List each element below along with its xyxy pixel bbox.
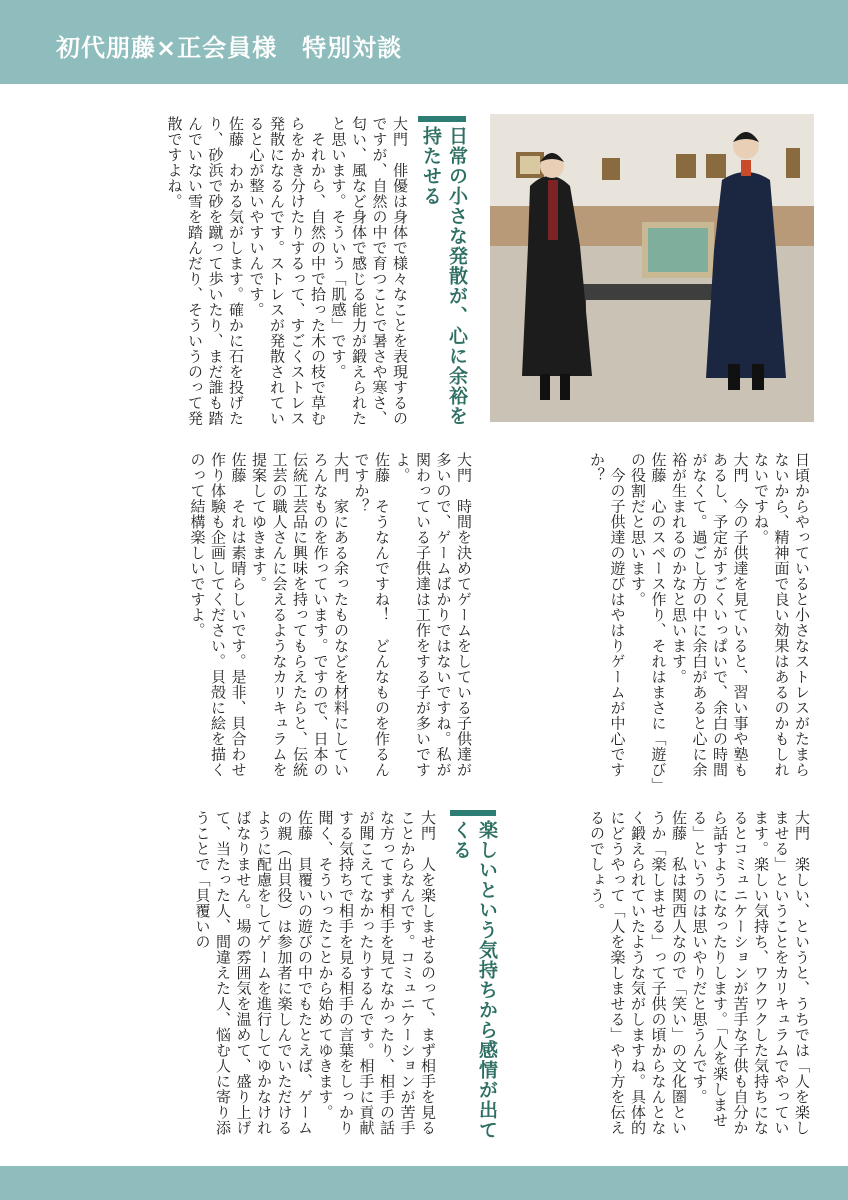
photo-illustration — [490, 114, 814, 422]
paragraph: 佐藤 心のスペース作り、それはまさに「遊び」の役割だと思います。 — [629, 452, 668, 786]
paragraph: 佐藤 そうなんですね！ どんなものを作るんですか？ — [352, 452, 391, 778]
paragraph: 佐藤 わかる気がします。確かに石を投げたり、砂浜で砂を蹴って歩いたり、まだ誰も踏んでいない雪を踏んだり、そういうのって発散ですよね。 — [165, 116, 245, 426]
paragraph: それから、自然の中で拾った木の枝で草むらをかき分けたりするって、すごくストレス発散になるんです。ストレスが発散されていると心が整いやすいんです。 — [247, 116, 327, 426]
paragraph: 佐藤 それは素晴らしいです。是非、貝合わせ作り体験も企画してください。貝殻に絵を描くのって結構楽しいですよ。 — [188, 452, 248, 778]
paragraph: 大門 家にある余ったものなどを材料にしていろんなものを作っています。ですので、日本の伝統工芸品に興味を持ってもらえたらと、伝統工芸の職人さんに会えるようなカリキュラムを提案してゆきます。 — [250, 452, 350, 778]
paragraph: 佐藤 貝覆いの遊びの中でもたとえば、ゲームの親（出貝役）は参加者に楽しんでいただけるように配慮をしてゲームを進行してゆかなければなりません。場の雰囲気を温めて、盛り上げて、当たった人、間違えた人、悩む人に寄り添うことで「貝覆いの — [193, 810, 314, 1136]
article-column-middle-left — [54, 452, 474, 792]
paragraph: 大門 今の子供達を見ていると、習い事や塾もあるし、予定がすごくいっぱいで、余白の時間がなくて。過ごし方の中に余白があると心に余裕が生まれるのかなと思います。 — [670, 452, 750, 778]
paragraph: 大門 俳優は身体で様々なことを表現するのですが、自然の中で育つことで暑さや寒さ、匂い、風など身体で感じる能力が鍛えられたと思います。そういう「肌感」です。 — [329, 116, 409, 426]
page-title: 初代朋藤×正会員様 特別対談 — [56, 34, 403, 62]
article-column-top-left — [54, 116, 410, 428]
page-header — [0, 0, 848, 84]
paragraph: 大門 楽しい、というと、うちでは「人を楽しませる」ということをカリキュラムでやっています。楽しい気持ち、ワクワクした気持ちになるとコミュニケーションが苦手な子供も自分から話すようになったりします。「人を楽しませる」というのは思いやりだと思うんです。 — [690, 810, 811, 1136]
page-footer — [0, 1166, 848, 1200]
paragraph: 今の子供達の遊びはやはりゲームが中心ですか？ — [588, 452, 627, 778]
section-heading-first: 日常の小さな発散が、心に余裕を持たせる — [420, 126, 468, 426]
paragraph: 大門 人を楽しませるのって、まず相手を見ることからなんです。コミュニケーションが苦手な方ってまず相手を見てなかったり、相手の話が聞こえてなかったりするんです。相手に貢献する気持ちで相手を見る相手の言葉をしっかり聞く、そういったことから始めてゆきます。 — [316, 810, 437, 1136]
interview-photo — [490, 114, 814, 422]
article-column-bottom-left — [54, 810, 438, 1150]
paragraph: 大門 時間を決めてゲームをしている子供達が多いので、ゲームばかりではないですね。私が関わっている子供達は工作をする子が多いですよ。 — [393, 452, 473, 778]
article-column-bottom-right — [498, 810, 812, 1150]
paragraph: 佐藤 私は関西人なので「笑い」の文化圏というか「楽しませる」って子供の頃からなんとなく鍛えられていたような気がしますね。具体的にどうやって「人を楽しませる」やり方を伝えるのでしょう。 — [588, 810, 688, 1136]
paragraph: 日頃からやっていると小さなストレスがたまらないから、精神面で良い効果はあるのかもしれないですね。 — [752, 452, 811, 778]
section-heading-second: 楽しいという気持ちから感情が出てくる — [450, 820, 498, 1140]
article-column-middle-right — [494, 452, 812, 792]
